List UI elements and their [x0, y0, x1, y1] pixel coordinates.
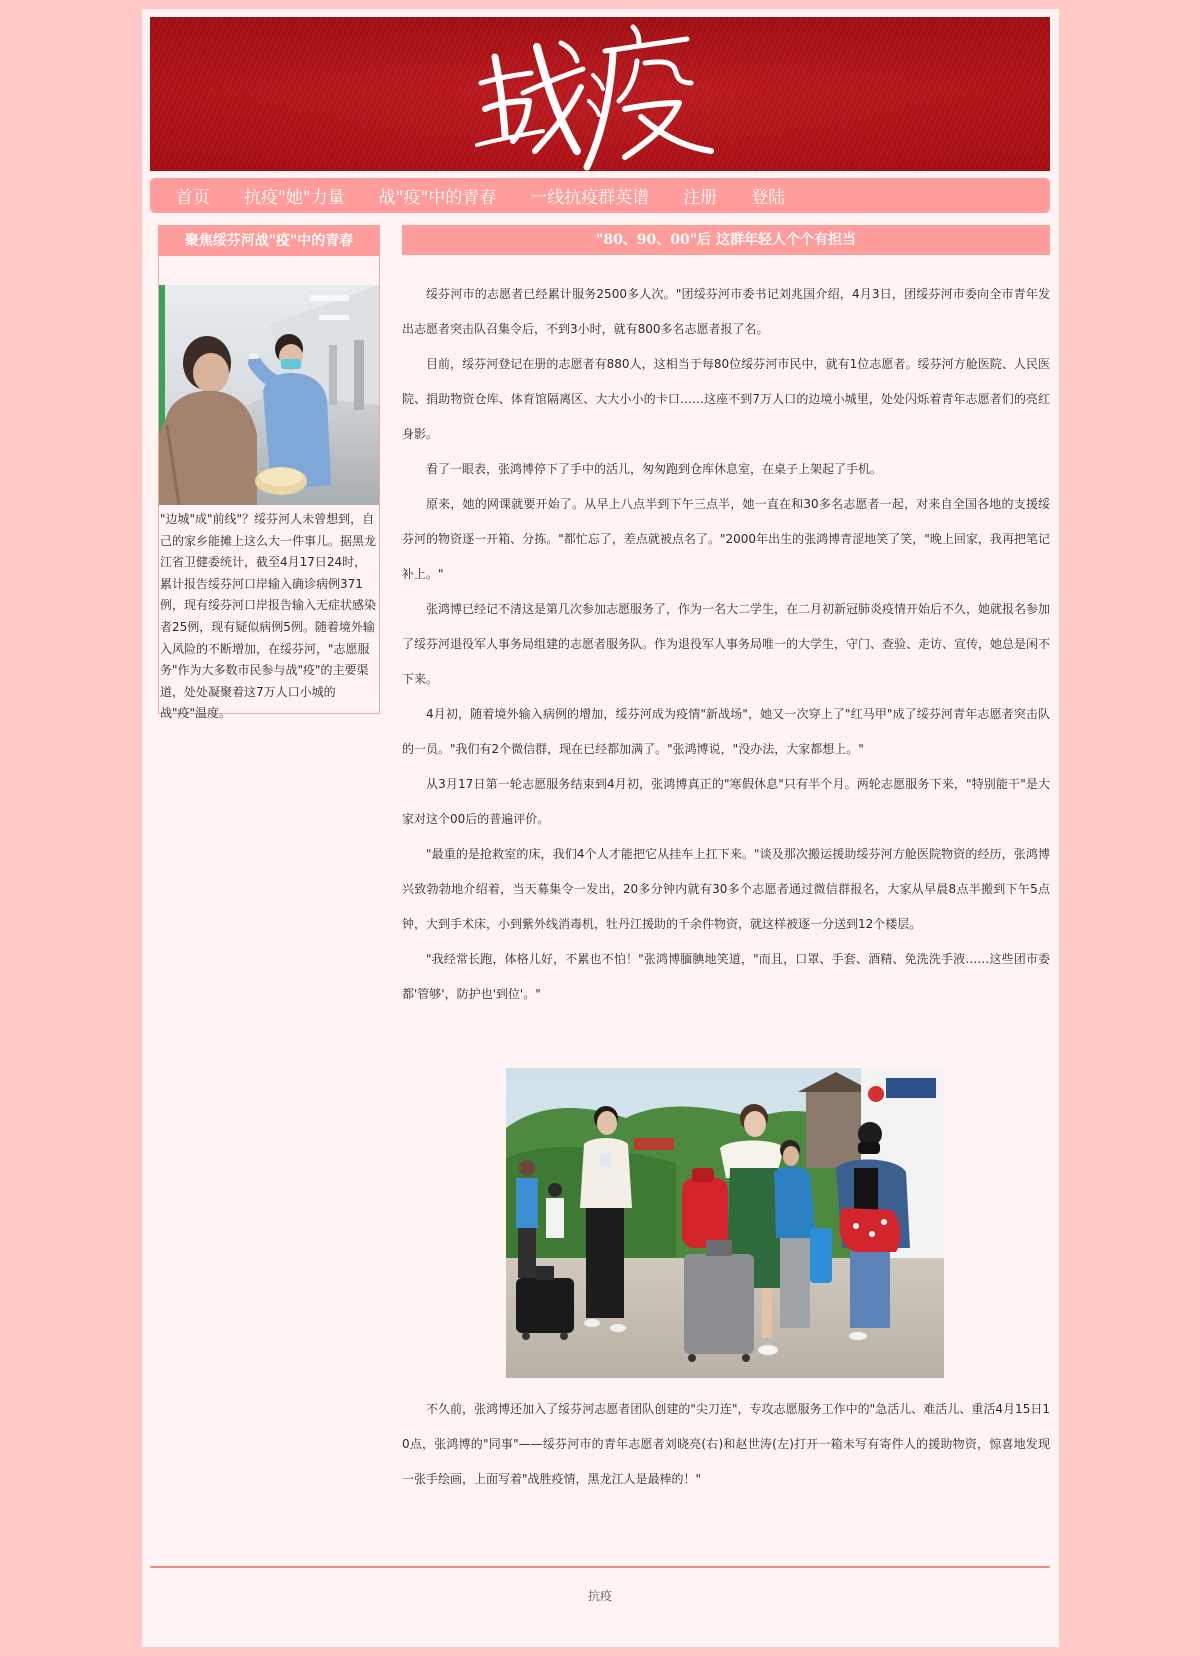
- main-content: [402, 225, 1051, 1486]
- sidebar: [158, 225, 380, 721]
- nav-item-register[interactable]: 注册: [683, 188, 718, 208]
- article-paragraph: "我经常长跑，体格儿好，不累也不怕！"张鸿博腼腆地笑道，"而且，口罩、手套、酒精、免洗洗手液……这些团市委都'管够'，防护也'到位'。": [402, 952, 1050, 1001]
- article-title: "80、90、00"后 这群年轻人个个有担当: [402, 225, 1050, 255]
- article-paragraph: 看了一眼表，张鸿博停下了手中的活儿，匆匆跑到仓库休息室，在桌子上架起了手机。: [426, 462, 883, 476]
- nav-item-heroes[interactable]: 一线抗疫群英谱: [530, 188, 650, 208]
- header-banner: [150, 17, 1050, 171]
- nav-item-login[interactable]: 登陆: [751, 188, 786, 208]
- footer-text: 抗疫: [587, 1589, 612, 1603]
- nav-item-home[interactable]: 首页: [176, 188, 210, 208]
- main-nav: [150, 178, 1050, 213]
- zhanyi-calligraphy-logo: [465, 17, 715, 171]
- article-paragraph: 4月初，随着境外输入病例的增加，绥芬河成为疫情"新战场"，她又一次穿上了"红马甲"成了绥芬河青年志愿者突击队的一员。"我们有2个微信群，现在已经都加满了。"张鸿博说，"没办法，大家都想上。": [402, 707, 1050, 756]
- article-photo-volunteers: [506, 1068, 944, 1378]
- sidebar-photo-temperature-check: [159, 285, 379, 505]
- article-paragraph: 从3月17日第一轮志愿服务结束到4月初，张鸿博真正的"寒假休息"只有半个月。两轮志愿服务下来，"特别能干"是大家对这个00后的普遍评价。: [402, 777, 1050, 826]
- article-paragraph: 目前，绥芬河登记在册的志愿者有880人，这相当于每80位绥芬河市民中，就有1位志愿者。绥芬河方舱医院、人民医院、捐助物资仓库、体育馆隔离区、大大小小的卡口……这座不到7万人口的边境小城里，处处闪烁着青年志愿者们的亮红身影。: [402, 357, 1050, 441]
- page-container: [142, 9, 1059, 1647]
- article-paragraph: 绥芬河市的志愿者已经累计服务2500多人次。"团绥芬河市委书记刘兆国介绍，4月3日，团绥芬河市委向全市青年发出志愿者突击队召集令后，不到3小时，就有800多名志愿者报了名。: [402, 287, 1050, 336]
- temperature-check-illustration: [159, 285, 379, 505]
- article-paragraph: 不久前，张鸿博还加入了绥芬河志愿者团队创建的"尖刀连"，专攻志愿服务工作中的"急活儿、难活儿、重活4月15日10点，张鸿博的"同事"——绥芬河市的青年志愿者刘晓亮(右)和赵世涛(左)打开一箱未写有寄件人的援助物资，惊喜地发现一张手绘画，上面写着"战胜疫情，黑龙江人是最棒的！": [402, 1402, 1050, 1486]
- footer: [150, 1587, 1050, 1604]
- article-tail: [402, 1392, 1050, 1497]
- footer-divider: [150, 1566, 1050, 1568]
- article-paragraph: 张鸿博已经记不清这是第几次参加志愿服务了，作为一名大二学生，在二月初新冠肺炎疫情开始后不久，她就报名参加了绥芬河退役军人事务局组建的志愿者服务队。作为退役军人事务局唯一的大学生，守门、查验、走访、宣传，她总是闲不下来。: [402, 602, 1051, 686]
- article-paragraph: "最重的是抢救室的床，我们4个人才能把它从挂车上扛下来。"谈及那次搬运援助绥芬河方舱医院物资的经历，张鸿博兴致勃勃地介绍着，当天募集令一发出，20多分钟内就有30多个志愿者通过微信群报名，大家从早晨8点半搬到下午5点钟，大到手术床，小到紫外线消毒机，牡丹江援助的千余件物资，就这样被逐一分送到12个楼层。: [402, 847, 1050, 931]
- nav-item-her-power[interactable]: 抗疫"她"力量: [244, 188, 345, 208]
- volunteers-with-luggage-illustration: [506, 1068, 944, 1378]
- sidebar-text: "边城"成"前线"？绥芬河人未曾想到，自己的家乡能摊上这么大一件事儿。据黑龙江省卫健委统计，截至4月17日24时，累计报告绥芬河口岸输入确诊病例371例，现有绥芬河口岸报告输入无症状感染者25例，现有疑似病例5例。随着境外输入风险的不断增加，在绥芬河，"志愿服务"作为大多数市民参与战"疫"的主要渠道，处处凝聚着这7万人口小城的战"疫"温度。: [160, 512, 377, 721]
- sidebar-title: 聚焦绥芬河战"疫"中的青春: [159, 226, 379, 256]
- article-paragraph: 原来，她的网课就要开始了。从早上八点半到下午三点半，她一直在和30多名志愿者一起，对来自全国各地的支援绥芬河的物资逐一开箱、分拣。"都忙忘了，差点就被点名了。"2000年出生的张鸿博青涩地笑了笑，"晚上回家，我再把笔记补上。": [402, 497, 1050, 581]
- nav-item-youth[interactable]: 战"疫"中的青春: [378, 188, 497, 208]
- article-body: [402, 277, 1050, 1012]
